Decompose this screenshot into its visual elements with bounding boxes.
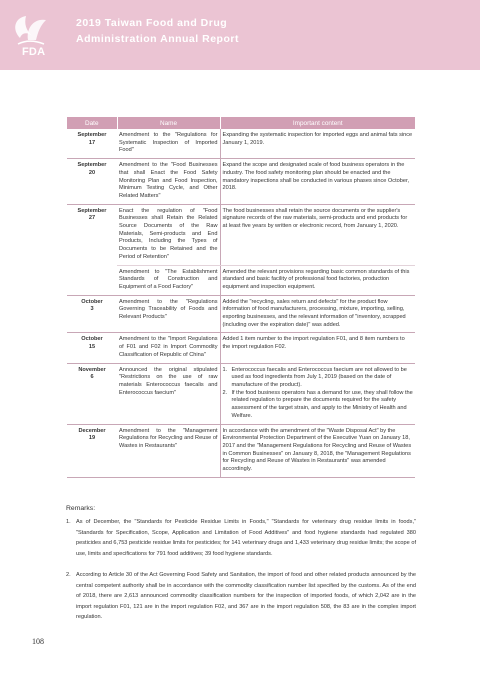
remark-item	[66, 517, 416, 559]
remark-number: 1.	[66, 519, 71, 525]
row-date-day: 3	[90, 306, 94, 313]
report-title-line-1: 2019 Taiwan Food and Drug	[76, 17, 228, 29]
row-date	[67, 204, 117, 265]
row-content: In accordance with the amendment of the "Waste Disposal Act" by the Environmental Protection Department of the Executive Yuan on January 18, 2017 and the "Management Regulations for Recycling and Reuse of Wastes in Common Businesses" on January 8, 2018, the "Management Regulations for Recycling and Reuse of Wastes in Restaurants" was amended accordingly.	[220, 424, 415, 477]
row-date	[67, 159, 117, 205]
row-date	[67, 295, 117, 333]
row-content: Expand the scope and designated scale of food business operators in the industry. The food safety monitoring plan should be enacted and the mandatory inspections shall be conducted in various phases since October, 2018.	[220, 159, 415, 205]
table-row	[67, 204, 415, 265]
table-row	[67, 363, 415, 424]
table-row	[67, 424, 415, 477]
list-item-number: 2.	[222, 389, 228, 396]
remark-item	[66, 570, 416, 623]
row-date-day: 20	[88, 169, 96, 176]
remark-text: As of December, the "Standards for Pesticide Residue Limits in Foods," "Standards for veterinary drug residue limits in foods," "Standards for Specification, Scope, Application and Limitation of Food Additives" and food hygiene standards had regulated 380 pesticides and 6,753 pesticide residue limits for pesticides; for 141 veterinary drugs and 1,433 veterinary drug residue limits; the scope of use, limits and specifications for 791 food additives; 39 food hygiene standards.	[76, 519, 416, 557]
row-name: Amendment to the "Management Regulations for Recycling and Reuse of Wastes in Restaurants"	[117, 424, 220, 477]
row-name: Amendment to the "Food Businesses that shall Enact the Food Safety Monitoring Plan and Food Inspection, Minimum Testing Cycle, and Other Related Matters"	[117, 159, 220, 205]
row-content	[220, 363, 415, 424]
remarks-title: Remarks:	[66, 505, 96, 512]
row-date	[67, 424, 117, 477]
row-name: Amendment to "The Establishment Standards of Construction and Equipment of a Food Factory"	[117, 265, 220, 295]
logo-text: FDA	[22, 46, 46, 58]
table-row	[67, 129, 415, 159]
table-header-row	[67, 117, 415, 129]
content-numbered-list	[223, 367, 414, 421]
remark-text: According to Article 30 of the Act Governing Food Safety and Sanitation, the import of food and other related products announced by the central competent authority shall be in accordance with the commodity classification number list specified by the customs. As of the end of 2018, there are 2,613 announced commodity classification numbers for the inspection of imported foods, of which 2,042 are in the import regulation F01, 121 are in the import regulation F02, and 367 are in the import regulation 508, the 83 are in the complex import regulation.	[76, 572, 416, 620]
row-date	[67, 333, 117, 363]
row-name: Enact the regulation of "Food Businesses shall Retain the Related Source Documents of the Raw Materials, Semi-products and End Products, Including the Types of Documents to be Retained and the Period of Retention"	[117, 204, 220, 265]
report-header	[0, 0, 480, 70]
row-date	[67, 363, 117, 424]
row-date-day: 19	[88, 435, 96, 442]
table-row	[67, 159, 415, 205]
report-title-line-2: Administration Annual Report	[76, 33, 239, 45]
list-item-number: 1.	[222, 366, 228, 373]
fda-logo	[6, 10, 64, 60]
row-content: Expanding the systematic inspection for imported eggs and animal fats since January 1, 2019.	[220, 129, 415, 159]
row-date-month: November	[78, 366, 106, 373]
row-date-day: 27	[88, 215, 96, 222]
table-row	[67, 295, 415, 333]
table-row	[67, 265, 415, 295]
list-item	[223, 390, 414, 421]
list-item-text: Enterococcus faecalis and Enterococcus faecium are not allowed to be used as food ingredients from July 1, 2019 (based on the date of manufacture of the product).	[231, 366, 407, 388]
row-date-month: December	[78, 427, 106, 434]
row-name: Amendment to the "Regulations for Systematic Inspection of Imported Food"	[117, 129, 220, 159]
list-item-text: If the food business operators has a demand for use, they shall follow the related regulation to prepare the documents required for the safety assessment of the target strain, and apply to the Ministry of Health and Welfare.	[231, 389, 413, 419]
row-content: Added the "recycling, sales return and defects" for the product flow information of food manufacturers, processing, mixture, importing, selling, exporting businesses, and the relevant information of "inventory, scrapped (including over the expiration date)" was added.	[220, 295, 415, 333]
row-date-month: September	[77, 162, 107, 169]
remark-number: 2.	[66, 572, 71, 578]
row-date-day: 6	[90, 374, 94, 381]
row-date-day: 15	[88, 344, 96, 351]
row-date-month: October	[81, 298, 103, 305]
row-date-month: September	[77, 132, 107, 138]
page-number: 108	[32, 637, 44, 646]
row-date	[67, 265, 117, 295]
row-date-month: October	[81, 336, 103, 343]
column-header-name: Name	[117, 117, 220, 129]
list-item	[223, 367, 414, 390]
row-name: Announced the original stipulated "Restrictions on the use of raw materials Enterococcus faecalis and Enterococcus faecium"	[117, 363, 220, 424]
row-name: Amendment to the "Regulations Governing Traceability of Foods and Relevant Products"	[117, 295, 220, 333]
table-row	[67, 333, 415, 363]
row-date-day: 17	[88, 139, 96, 146]
column-header-date: Date	[67, 117, 117, 129]
row-content: The food businesses shall retain the source documents or the supplier's signature records of the raw materials, semi-products and end products for at least five years by written or electronic record, from January 1, 2020.	[220, 204, 415, 265]
row-content: Added 1 item number to the import regulation F01, and 8 item numbers to the import regulation F02.	[220, 333, 415, 363]
row-date	[67, 129, 117, 159]
row-name: Amendment to the "Import Regulations of F01 and F02 in Import Commodity Classification of Republic of China"	[117, 333, 220, 363]
row-date-month: September	[77, 207, 107, 214]
column-header-content: Important content	[220, 117, 415, 129]
row-content: Amended the relevant provisions regarding basic common standards of this standard and basic facility of professional food factories, production equipment and inspection equipment.	[220, 265, 415, 295]
regulations-table	[67, 117, 415, 478]
